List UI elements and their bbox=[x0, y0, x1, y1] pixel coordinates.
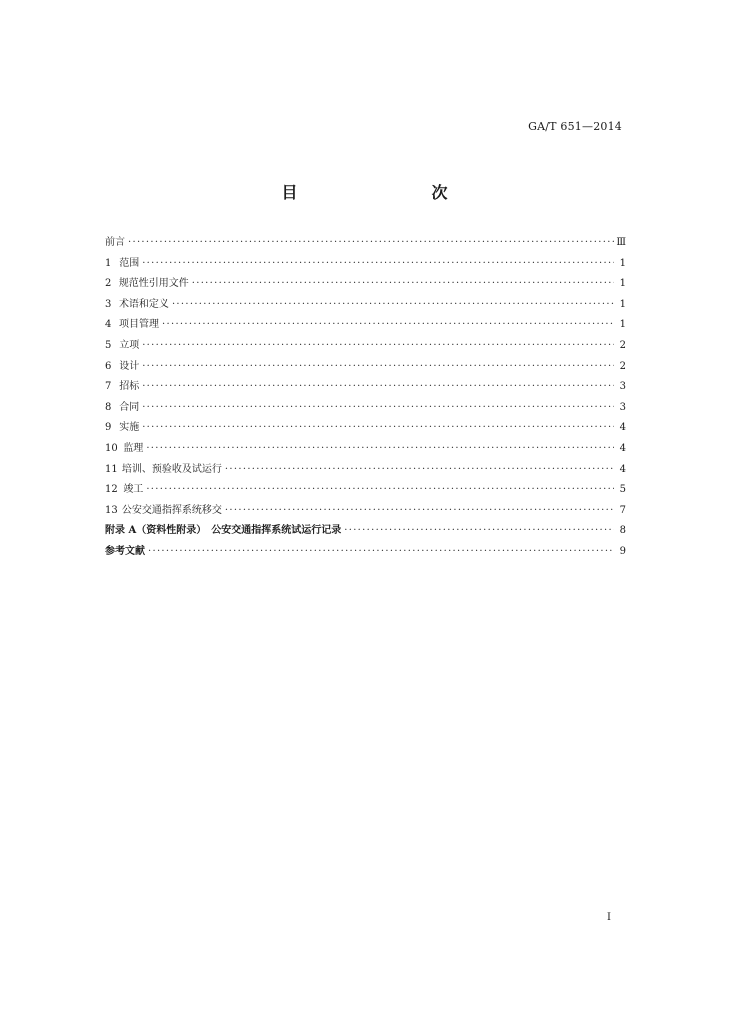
toc-entry-label: 术语和定义 bbox=[118, 298, 169, 310]
toc-entry[interactable] bbox=[105, 274, 626, 295]
toc-entry-number: 2 bbox=[105, 278, 112, 290]
toc-leader-dots bbox=[225, 501, 614, 522]
standard-code: GA/T 651—2014 bbox=[528, 120, 622, 133]
toc-entry[interactable] bbox=[105, 439, 626, 460]
toc-entry-label: 参考文献 bbox=[105, 545, 145, 557]
toc-entry-label: 监理 bbox=[123, 442, 144, 454]
toc-leader-dots bbox=[162, 315, 614, 336]
toc-entry-number: 13 bbox=[105, 504, 118, 516]
toc-entry-number: 5 bbox=[105, 339, 112, 351]
toc-leader-dots bbox=[344, 521, 614, 542]
toc-entry-label: 设计 bbox=[119, 360, 140, 372]
toc-leader-dots bbox=[146, 439, 614, 460]
toc-entry-number: 9 bbox=[105, 422, 112, 434]
toc-entry[interactable] bbox=[105, 254, 626, 275]
toc-entry[interactable] bbox=[105, 377, 626, 398]
toc-leader-dots bbox=[192, 274, 614, 295]
toc-entry-page: 4 bbox=[619, 442, 626, 454]
toc-entry-page: 3 bbox=[619, 401, 626, 413]
toc-title: 目 次 bbox=[281, 183, 482, 202]
toc-entry-number: 4 bbox=[105, 319, 112, 331]
toc-entry-number: 1 bbox=[105, 257, 112, 269]
toc-entry-number: 10 bbox=[105, 442, 118, 454]
toc-leader-dots bbox=[146, 480, 614, 501]
toc-entry-number: 12 bbox=[105, 484, 118, 496]
toc-leader-dots bbox=[225, 460, 614, 481]
toc-entry-page: 1 bbox=[619, 298, 626, 310]
toc-entry-number: 6 bbox=[105, 360, 112, 372]
toc-entry[interactable] bbox=[105, 542, 626, 563]
toc-entry-label: 合同 bbox=[119, 401, 140, 413]
toc-entry-page: 1 bbox=[619, 278, 626, 290]
toc-entry-page: 3 bbox=[619, 381, 626, 393]
toc-entry-page: 9 bbox=[619, 545, 626, 557]
toc-leader-dots bbox=[148, 542, 614, 563]
toc-leader-dots bbox=[142, 398, 614, 419]
toc-entry-label: 招标 bbox=[119, 381, 140, 393]
toc-entry[interactable] bbox=[105, 315, 626, 336]
toc-leader-dots bbox=[142, 377, 614, 398]
toc-entry-label: 培训、预验收及试运行 bbox=[121, 463, 222, 475]
toc-entry-number: 11 bbox=[105, 463, 118, 475]
toc-entry-label: 公安交通指挥系统移交 bbox=[121, 504, 222, 516]
toc-entry-page: Ⅲ bbox=[616, 237, 626, 248]
toc-entry-label: 项目管理 bbox=[119, 319, 160, 331]
toc-entry[interactable] bbox=[105, 233, 626, 254]
toc-entry-label: 竣工 bbox=[123, 484, 144, 496]
toc-leader-dots bbox=[142, 357, 614, 378]
toc-entry-page: 4 bbox=[619, 463, 626, 475]
toc-leader-dots bbox=[142, 418, 614, 439]
toc-entry-page: 2 bbox=[619, 339, 626, 351]
toc-entry-page: 1 bbox=[619, 319, 626, 331]
toc-entry-label: 范围 bbox=[119, 257, 140, 269]
toc-entry-label: 立项 bbox=[119, 339, 140, 351]
toc-entry[interactable] bbox=[105, 460, 626, 481]
table-of-contents bbox=[105, 233, 626, 563]
toc-entry-page: 4 bbox=[619, 422, 626, 434]
toc-leader-dots bbox=[172, 295, 614, 316]
toc-leader-dots bbox=[142, 336, 614, 357]
toc-entry[interactable] bbox=[105, 295, 626, 316]
toc-entry-label: 前言 bbox=[105, 237, 125, 248]
toc-entry-page: 5 bbox=[619, 484, 626, 496]
toc-entry[interactable] bbox=[105, 357, 626, 378]
toc-entry-number: 3 bbox=[105, 298, 112, 310]
toc-leader-dots bbox=[128, 233, 614, 254]
toc-entry-number: 8 bbox=[105, 401, 112, 413]
toc-entry-page: 7 bbox=[619, 504, 626, 516]
page-number: I bbox=[607, 912, 611, 923]
toc-entry-page: 8 bbox=[619, 525, 626, 537]
toc-entry-number: 7 bbox=[105, 381, 112, 393]
toc-entry[interactable] bbox=[105, 501, 626, 522]
toc-entry-page: 2 bbox=[619, 360, 626, 372]
toc-entry[interactable] bbox=[105, 336, 626, 357]
toc-leader-dots bbox=[142, 254, 614, 275]
toc-entry-page: 1 bbox=[619, 257, 626, 269]
toc-entry-label: 附录 A（资料性附录） 公安交通指挥系统试运行记录 bbox=[105, 525, 342, 537]
toc-entry[interactable] bbox=[105, 480, 626, 501]
toc-entry[interactable] bbox=[105, 521, 626, 542]
toc-entry-label: 实施 bbox=[119, 422, 140, 434]
toc-entry[interactable] bbox=[105, 418, 626, 439]
toc-entry-label: 规范性引用文件 bbox=[118, 278, 189, 290]
toc-entry[interactable] bbox=[105, 398, 626, 419]
